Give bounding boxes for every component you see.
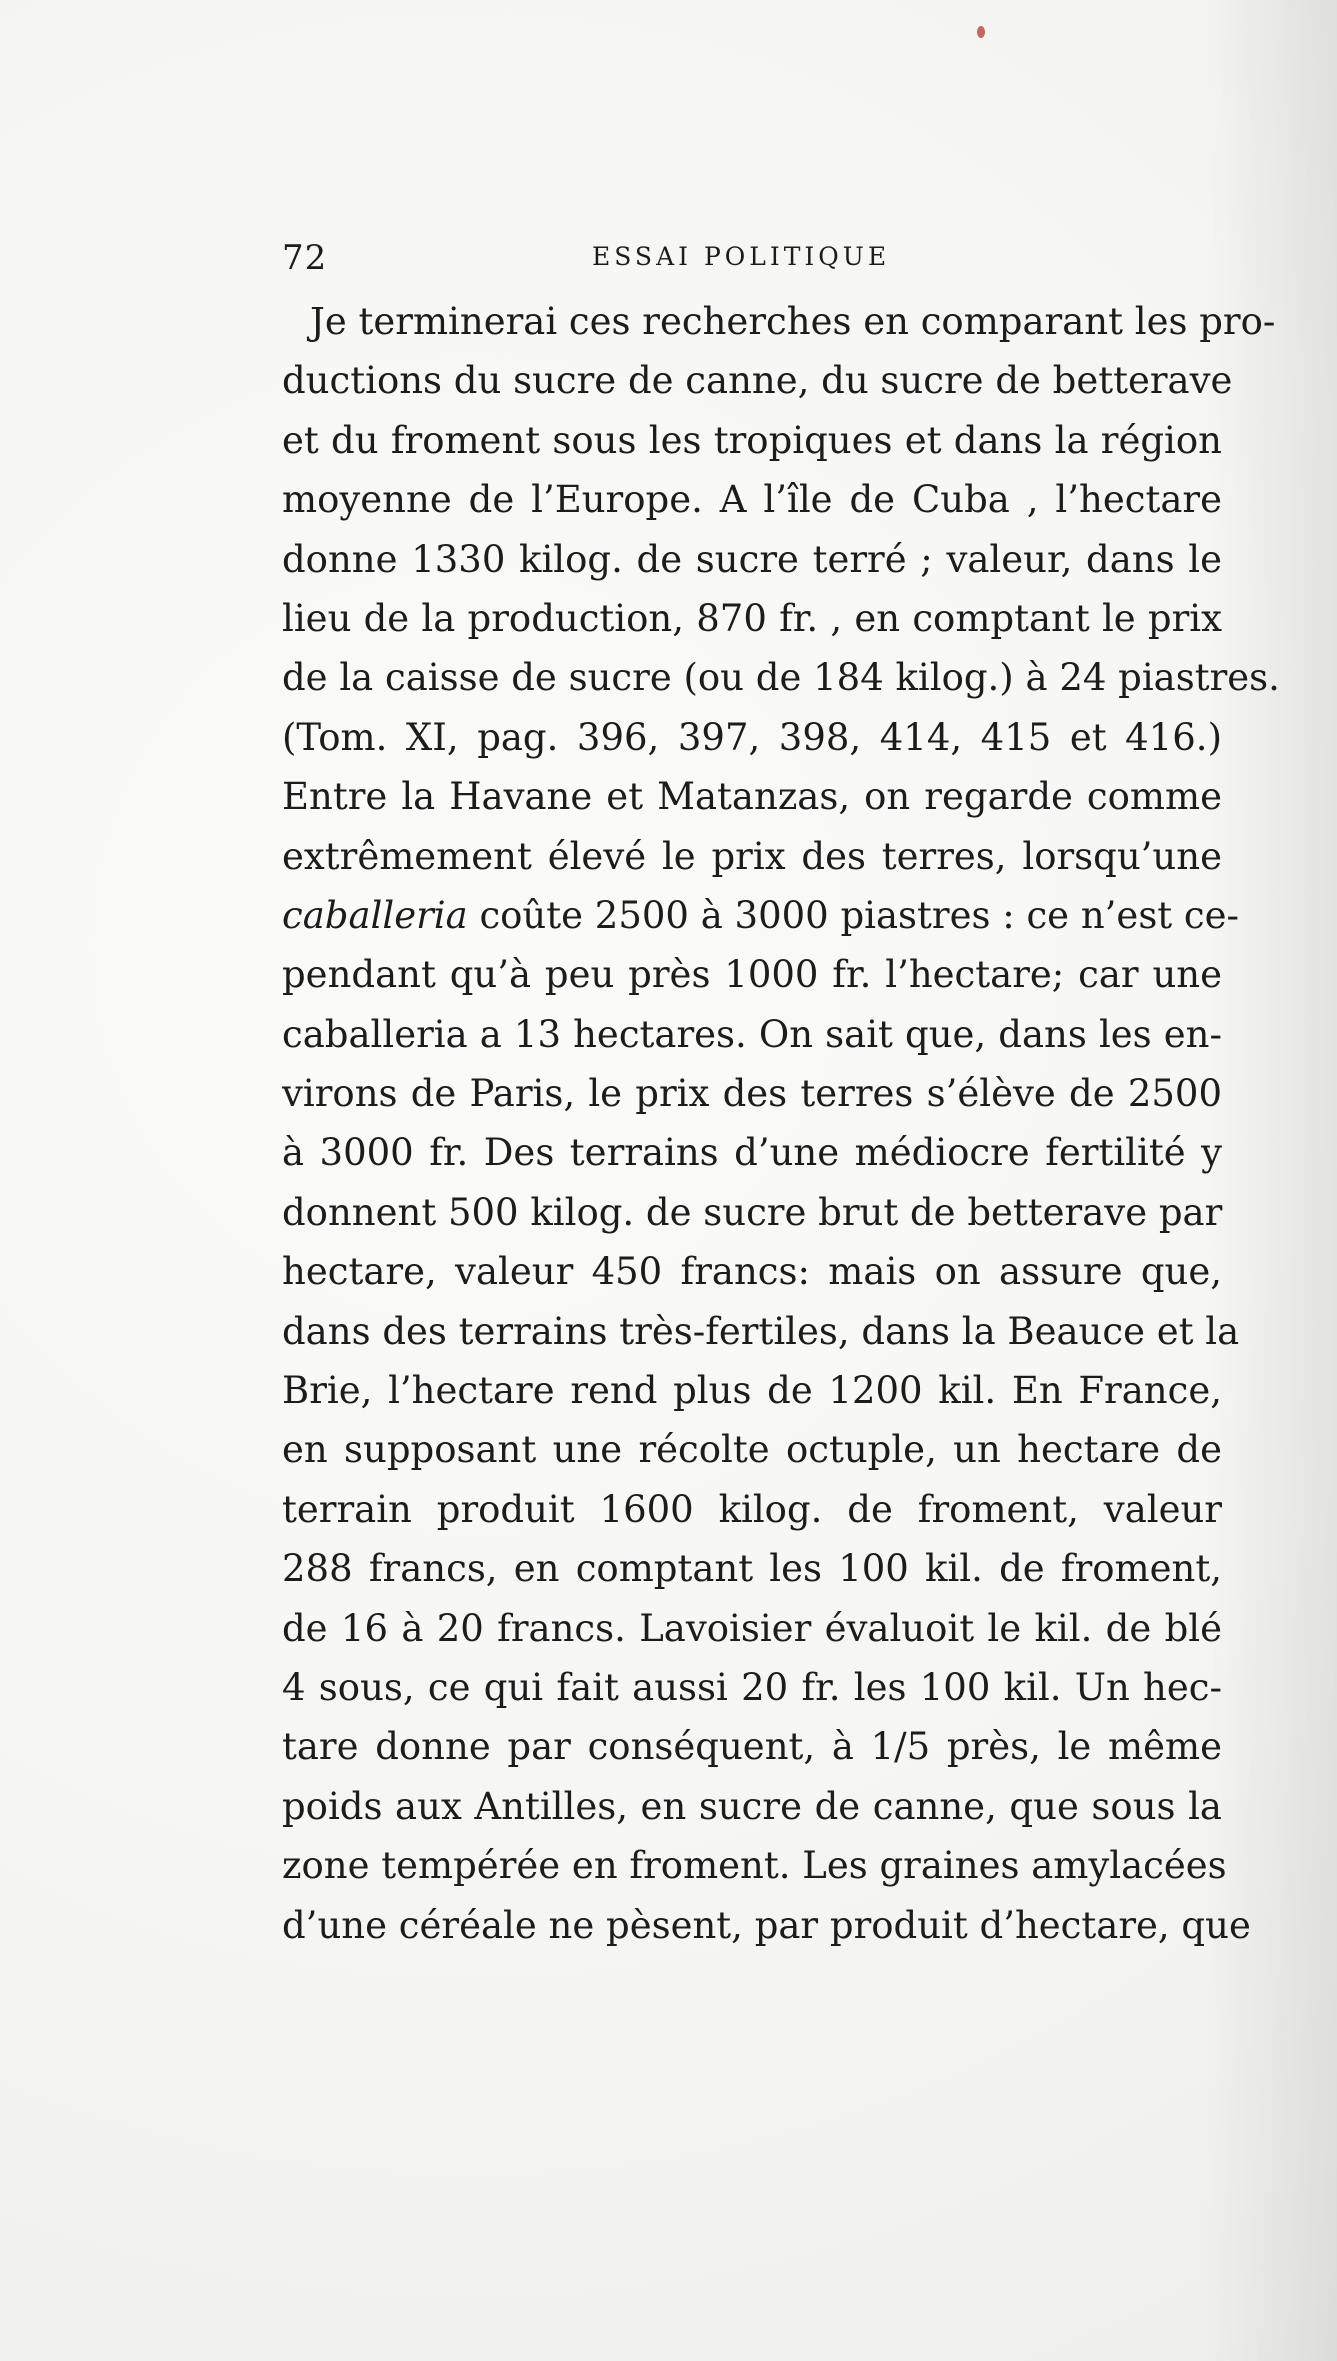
text-line: d’une céréale ne pèsent, par produit d’hectare, que <box>282 1903 1251 1947</box>
text-line: (Tom. XI, pag. 396, 397, 398, 414, 415 et 416.) <box>282 715 1222 759</box>
text-line: dans des terrains très-fertiles, dans la Beauce et la <box>282 1309 1240 1353</box>
text-line: à 3000 fr. Des terrains d’une médiocre fertilité y <box>282 1131 1222 1175</box>
body-text <box>282 292 1280 1955</box>
ink-speck <box>977 26 985 38</box>
text-line: lieu de la production, 870 fr. , en comptant le prix <box>282 596 1222 640</box>
text-line: de 16 à 20 francs. Lavoisier évaluoit le kil. de blé <box>282 1606 1222 1650</box>
text-line: 4 sous, ce qui fait aussi 20 fr. les 100 kil. Un hec- <box>282 1665 1222 1709</box>
text-line: pendant qu’à peu près 1000 fr. l’hectare; car une <box>282 953 1222 997</box>
text-line: ductions du sucre de canne, du sucre de betterave <box>282 359 1233 403</box>
text-line: terrain produit 1600 kilog. de froment, valeur <box>282 1487 1222 1531</box>
text-line: en supposant une récolte octuple, un hectare de <box>282 1428 1222 1472</box>
text-line: caballeria a 13 hectares. On sait que, dans les en- <box>282 1012 1222 1056</box>
text-line: hectare, valeur 450 francs: mais on assure que, <box>282 1250 1222 1294</box>
text-line: tare donne par conséquent, à 1/5 près, le même <box>282 1725 1222 1769</box>
page-number: 72 <box>282 238 328 278</box>
text-line: donnent 500 kilog. de sucre brut de betterave par <box>282 1190 1223 1234</box>
text-line: donne 1330 kilog. de sucre terré ; valeur, dans le <box>282 537 1222 581</box>
text-line: virons de Paris, le prix des terres s’élève de 2500 <box>282 1072 1222 1116</box>
text-line: et du froment sous les tropiques et dans la région <box>282 418 1222 462</box>
text-line: extrêmement élevé le prix des terres, lorsqu’une <box>282 834 1222 878</box>
text-line-rest: coûte 2500 à 3000 piastres : ce n’est ce- <box>479 893 1240 937</box>
text-line: 288 francs, en comptant les 100 kil. de froment, <box>282 1547 1222 1591</box>
text-line: poids aux Antilles, en sucre de canne, que sous la <box>282 1784 1222 1828</box>
text-line-with-italic <box>282 886 1240 945</box>
text-line: de la caisse de sucre (ou de 184 kilog.) à 24 piastres. <box>282 656 1280 700</box>
text-line: Brie, l’hectare rend plus de 1200 kil. En France, <box>282 1369 1222 1413</box>
text-line: moyenne de l’Europe. A l’île de Cuba , l’hectare <box>282 478 1222 522</box>
italic-term: caballeria <box>282 893 468 937</box>
running-head: ESSAI POLITIQUE <box>592 242 891 271</box>
page-header <box>282 238 1222 278</box>
text-line: Entre la Havane et Matanzas, on regarde comme <box>282 775 1222 819</box>
text-line: zone tempérée en froment. Les graines amylacées <box>282 1844 1227 1888</box>
text-line: Je terminerai ces recherches en comparant les pro- <box>310 300 1276 343</box>
